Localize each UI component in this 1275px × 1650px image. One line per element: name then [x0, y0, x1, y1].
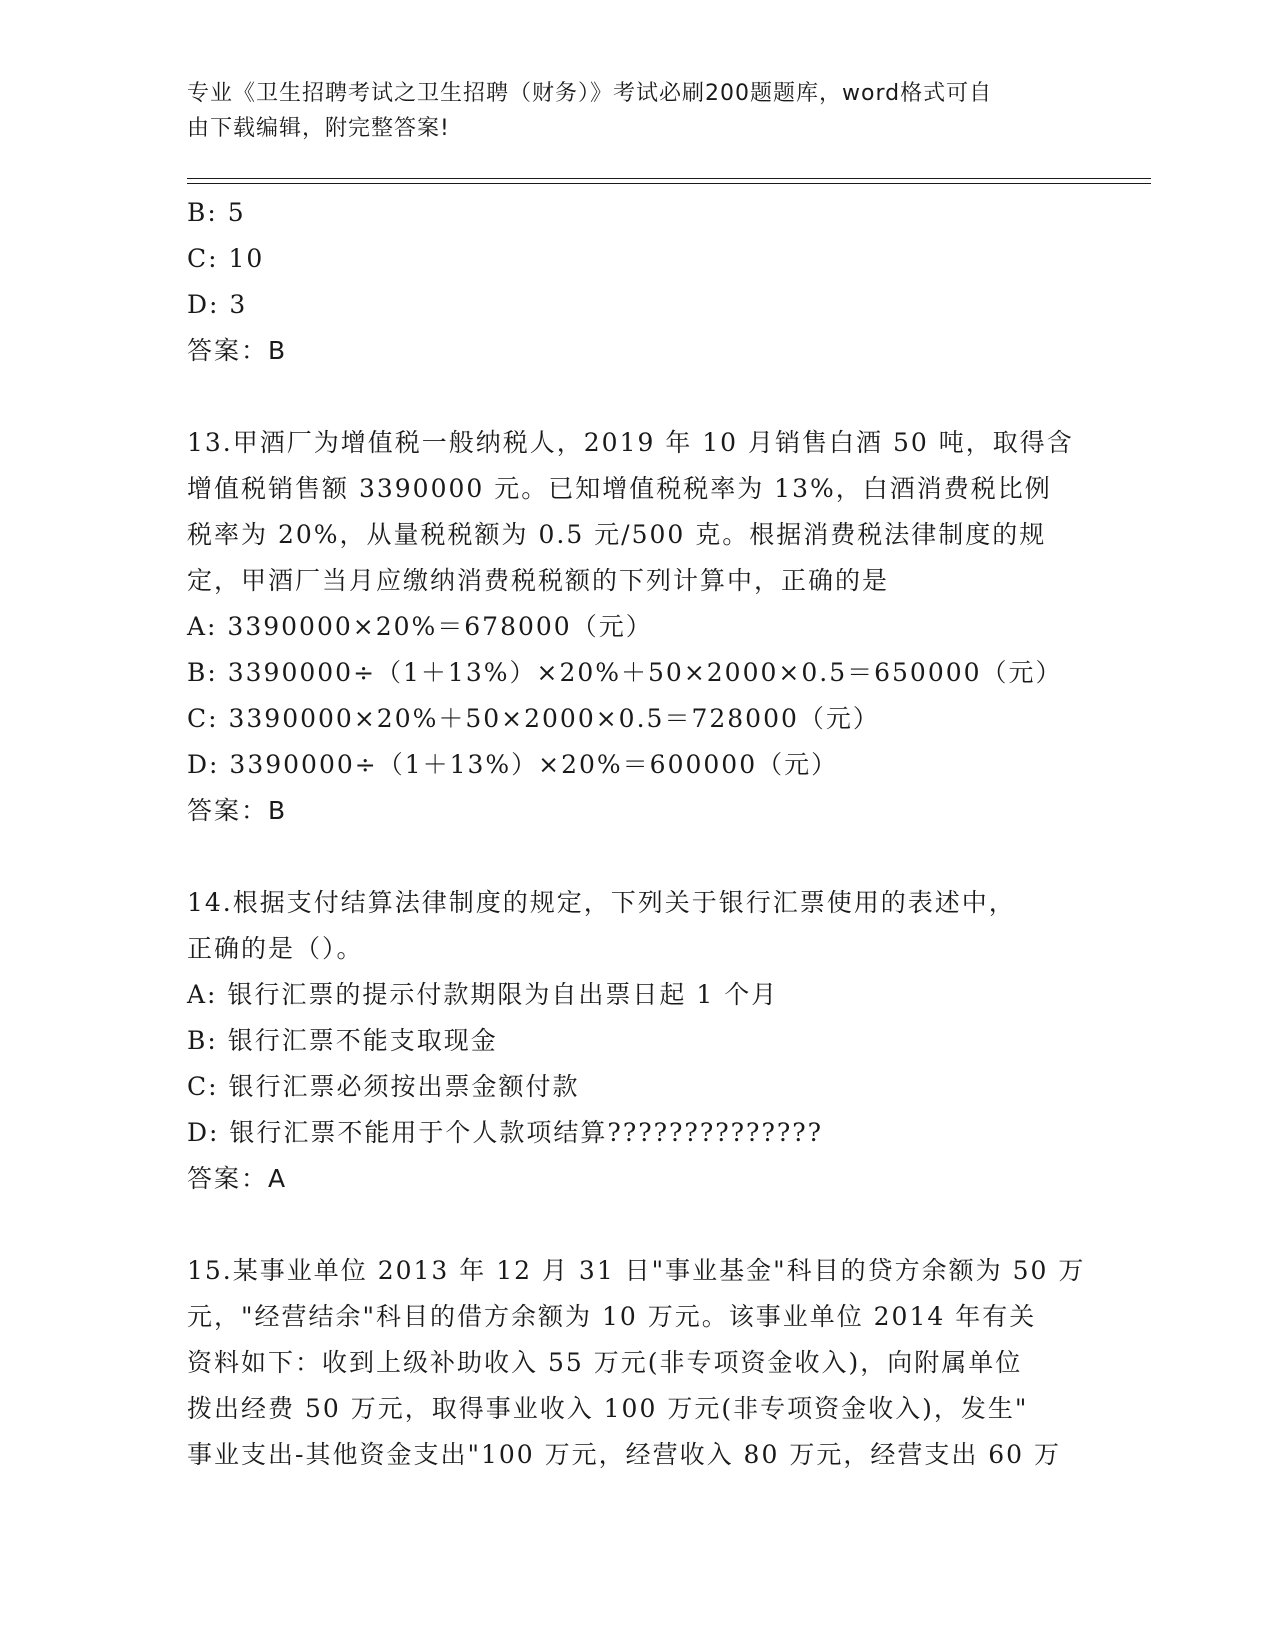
question-stem-line: 增值税销售额 3390000 元。已知增值税税率为 13%，白酒消费税比例 [187, 474, 1052, 503]
question-15 [187, 1248, 1087, 1478]
document-body [187, 190, 1087, 1478]
question-13 [187, 420, 1087, 834]
question-stem-line: 正确的是（）。 [187, 934, 364, 963]
question-stem-line: 元，"经营结余"科目的借方余额为 10 万元。该事业单位 2014 年有关 [187, 1302, 1037, 1331]
question-stem-line: 15.某事业单位 2013 年 12 月 31 日"事业基金"科目的贷方余额为 50 万 [187, 1256, 1086, 1285]
option-c: C: 银行汇票必须按出票金额付款 [187, 1072, 580, 1101]
spacer [187, 834, 1087, 880]
answer-line: 答案：A [187, 1164, 288, 1193]
spacer [187, 374, 1087, 420]
option-c: C: 10 [187, 244, 265, 273]
option-d: D: 银行汇票不能用于个人款项结算?????????????? [187, 1118, 824, 1147]
option-b: B: 5 [187, 198, 246, 227]
question-stem-line: 14.根据支付结算法律制度的规定，下列关于银行汇票使用的表述中， [187, 888, 1016, 917]
question-stem-line: 事业支出-其他资金支出"100 万元，经营收入 80 万元，经营支出 60 万 [187, 1440, 1062, 1469]
answer-line: 答案：B [187, 796, 288, 825]
question-stem-line: 13.甲酒厂为增值税一般纳税人，2019 年 10 月销售白酒 50 吨，取得含 [187, 428, 1074, 457]
header-line-1: 专业《卫生招聘考试之卫生招聘（财务）》考试必刷200题题库，word格式可自 [187, 81, 993, 106]
spacer [187, 1202, 1087, 1248]
option-a: A: 3390000×20%＝678000（元） [187, 612, 653, 641]
carryover-question [187, 190, 1087, 374]
question-stem-line: 定，甲酒厂当月应缴纳消费税税额的下列计算中，正确的是 [187, 566, 890, 595]
page-header [187, 76, 1067, 146]
header-line-2: 由下载编辑，附完整答案! [187, 116, 450, 141]
header-divider-bottom [187, 183, 1151, 184]
header-divider-top [187, 178, 1151, 179]
option-d: D: 3390000÷（1＋13%）×20%＝600000（元） [187, 750, 839, 779]
question-14 [187, 880, 1087, 1202]
question-stem-line: 拨出经费 50 万元，取得事业收入 100 万元(非专项资金收入)，发生" [187, 1394, 1029, 1423]
option-a: A: 银行汇票的提示付款期限为自出票日起 1 个月 [187, 980, 779, 1009]
answer-line: 答案：B [187, 336, 288, 365]
option-d: D: 3 [187, 290, 248, 319]
option-c: C: 3390000×20%＋50×2000×0.5＝728000（元） [187, 704, 880, 733]
question-stem-line: 资料如下：收到上级补助收入 55 万元(非专项资金收入)，向附属单位 [187, 1348, 1023, 1377]
option-b: B: 银行汇票不能支取现金 [187, 1026, 498, 1055]
question-stem-line: 税率为 20%，从量税税额为 0.5 元/500 克。根据消费税法律制度的规 [187, 520, 1047, 549]
option-b: B: 3390000÷（1＋13%）×20%＋50×2000×0.5＝650000（元） [187, 658, 1063, 687]
